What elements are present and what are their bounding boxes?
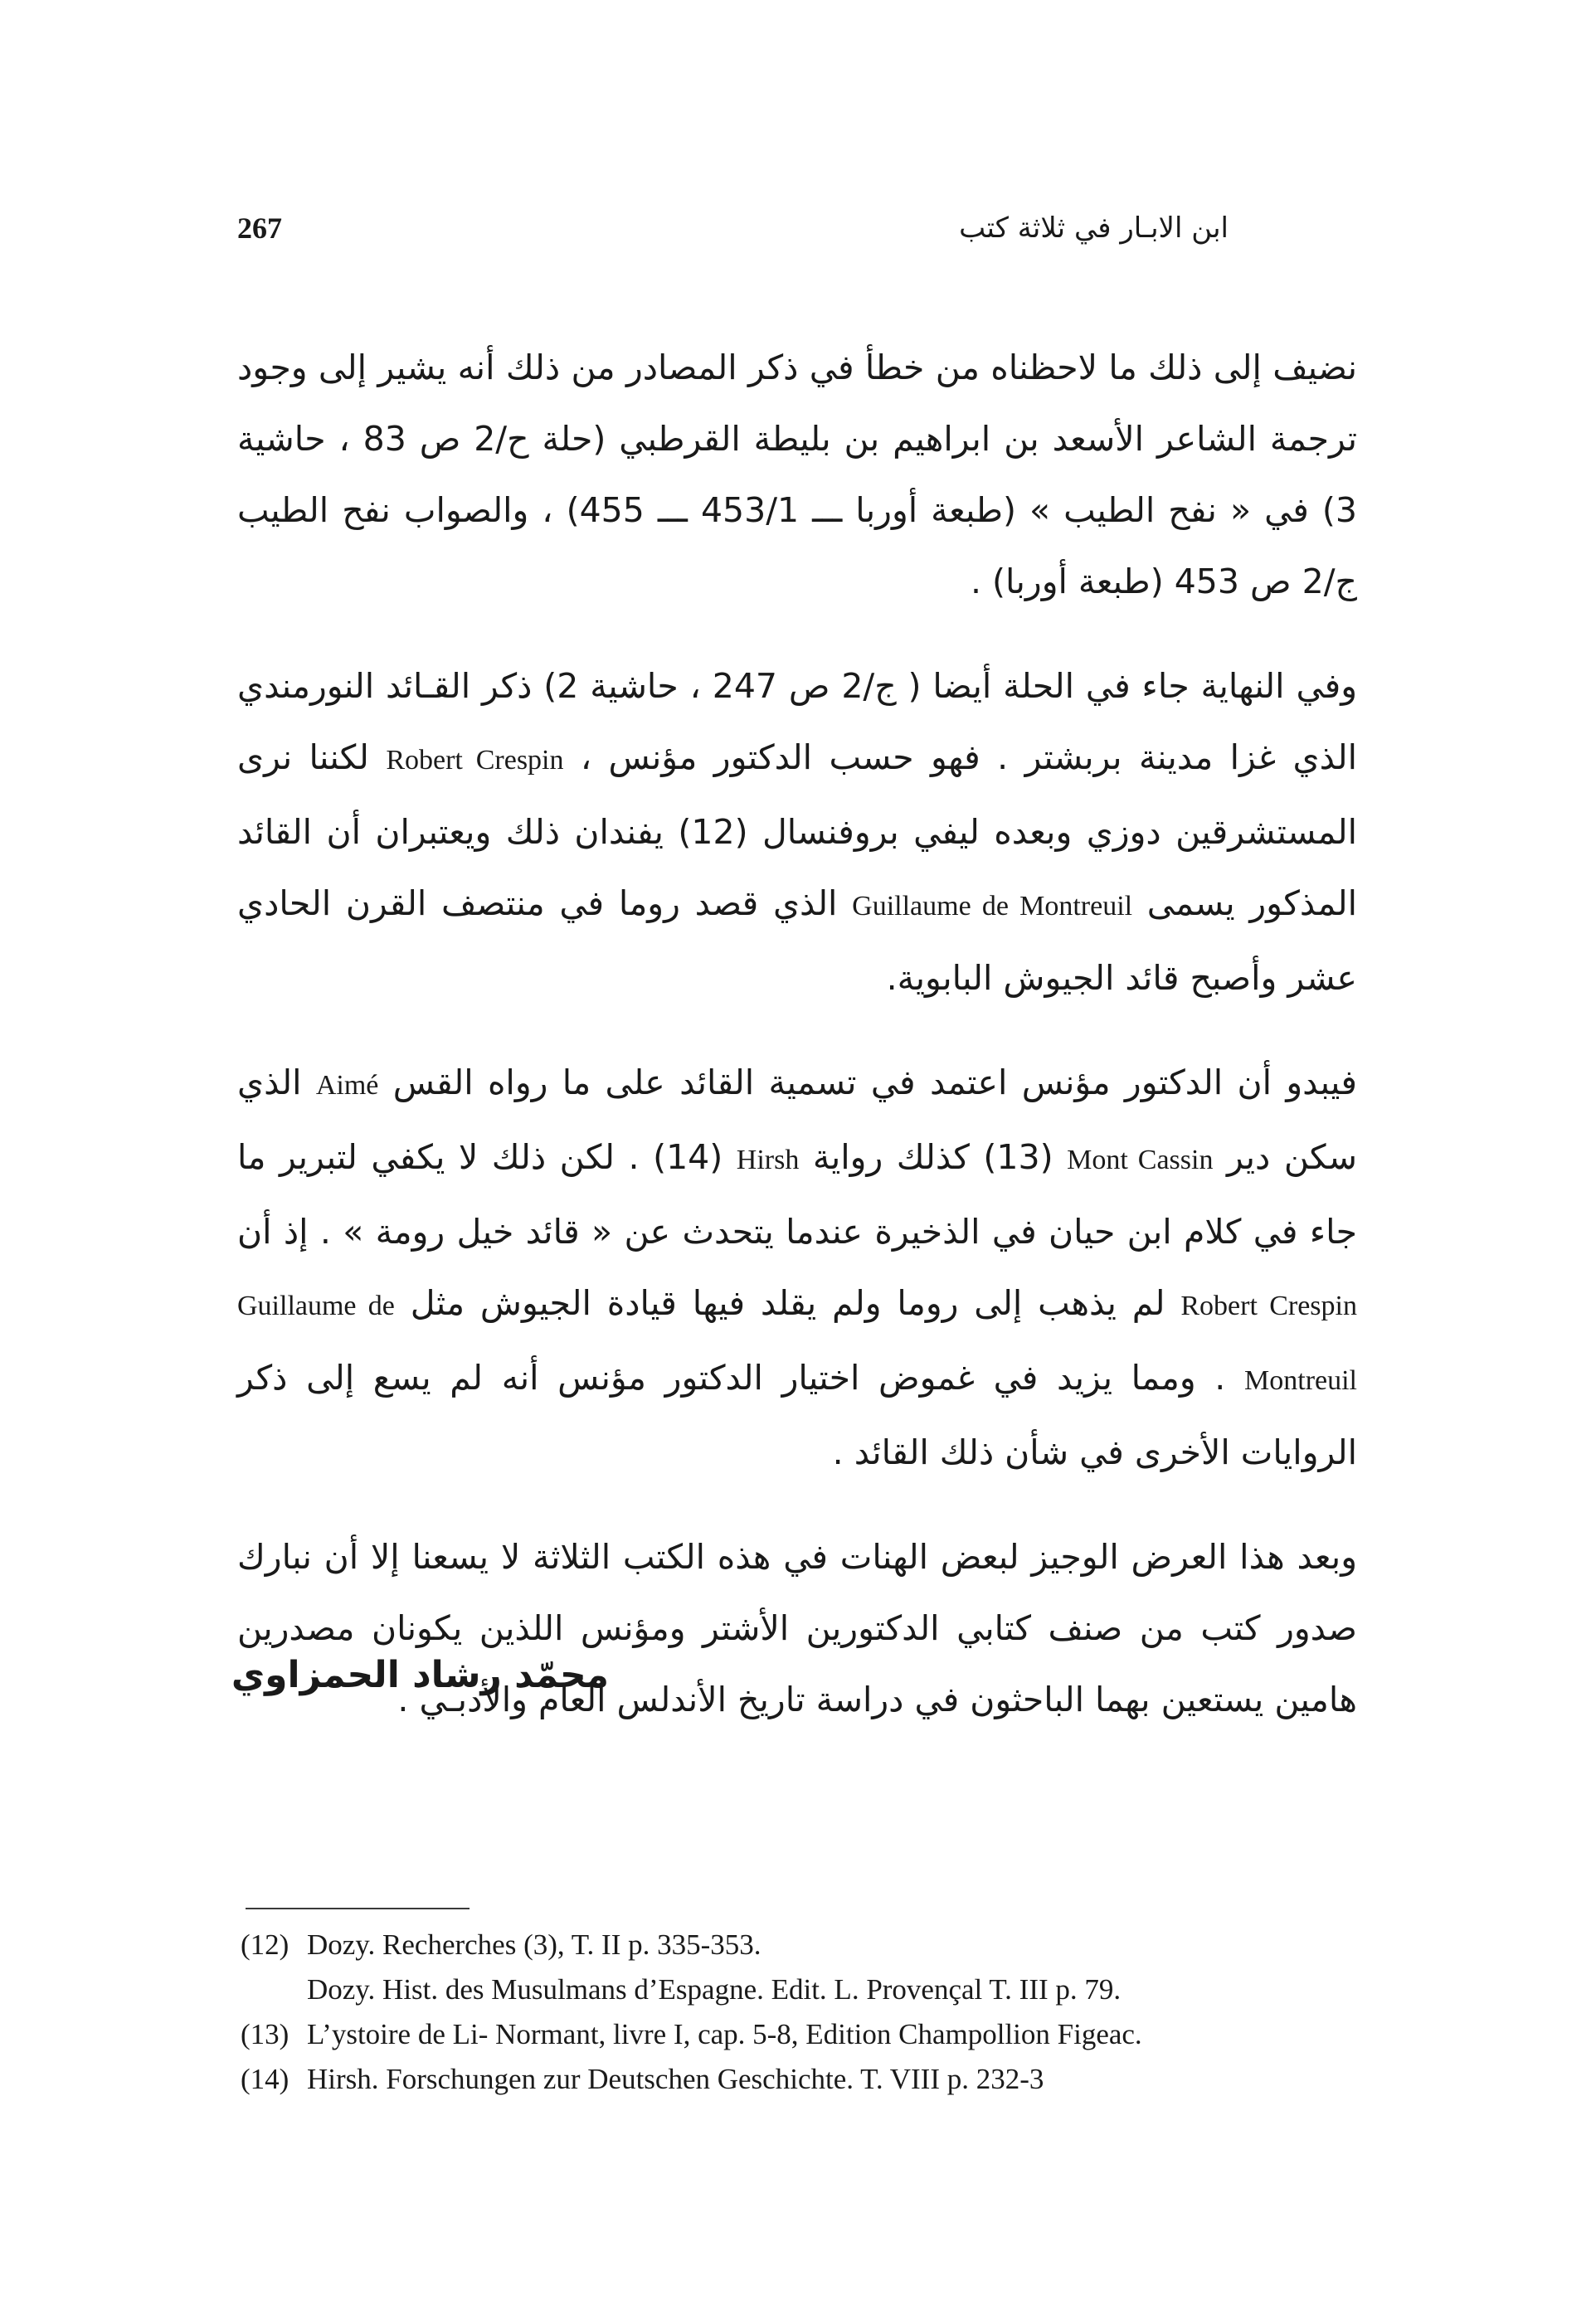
text-segment: (13) كذلك رواية bbox=[799, 1137, 1068, 1177]
running-head bbox=[237, 199, 1365, 257]
text-segment: وبعد هذا العرض الوجيز لبعض الهنات في هذه الكتب الثلاثة لا يسعنا إلا أن نبارك صدور كتب من صنف كتابي الدكتورين الأشتر ومؤنس اللذين يكونان مصدرين هامين يستعين بهما الباحثون في دراسة تاريخ الأندلس العام والأدبـي . bbox=[237, 1537, 1357, 1719]
footnote-text: Hirsh. Forschungen zur Deutschen Geschichte. T. VIII p. 232-3 bbox=[307, 2063, 1044, 2095]
footnote-divider bbox=[246, 1908, 470, 1909]
latin-name: Guillaume de Montreuil bbox=[237, 1291, 1357, 1396]
footnote-number: (14) bbox=[241, 2063, 290, 2095]
paragraph bbox=[237, 332, 1357, 617]
paragraph bbox=[237, 1047, 1357, 1488]
footnote-text: Dozy. Recherches (3), T. II p. 335-353. bbox=[307, 1928, 762, 1961]
footnote-13 bbox=[241, 2012, 1369, 2057]
running-title: ابن الابـار في ثلاثة كتب bbox=[959, 212, 1229, 245]
paragraph bbox=[237, 650, 1357, 1014]
latin-name: Hirsh bbox=[736, 1145, 800, 1175]
text-segment: الذي سكن دير bbox=[237, 1063, 1358, 1177]
text-segment: (14) . لكن ذلك لا يكفي لتبرير ما جاء في كلام ابن حيان في الذخيرة عندما يتحدث عن « قائد خيل رومة » . إذ أن bbox=[237, 1137, 1357, 1252]
footnote-12-continuation bbox=[241, 1967, 1369, 2012]
latin-name: Guillaume de Montreuil bbox=[852, 891, 1133, 922]
footnote-text: L’ystoire de Li- Normant, livre I, cap. 5-8, Edition Champollion Figeac. bbox=[307, 2018, 1142, 2050]
text-segment: لكننا نرى المستشرقين دوزي وبعده ليفي بروفنسال (12) يفندان ذلك ويعتبران أن القائد المذكور يسمى bbox=[237, 737, 1357, 923]
latin-name: Robert Crespin bbox=[386, 745, 564, 776]
latin-name: Mont Cassin bbox=[1067, 1145, 1214, 1175]
footnote-number: (13) bbox=[241, 2018, 290, 2050]
author-signature: محمّد رشاد الحمزاوي bbox=[231, 1654, 609, 1696]
body-text bbox=[237, 332, 1357, 1768]
text-segment: لم يذهب إلى روما ولم يقلد فيها قيادة الجيوش مثل bbox=[394, 1283, 1181, 1323]
page-number: 267 bbox=[237, 212, 282, 245]
text-segment: نضيف إلى ذلك ما لاحظناه من خطأ في ذكر المصادر من ذلك أنه يشير إلى وجود ترجمة الشاعر الأسعد بن ابراهيم بن بليطة القرطبي (حلة ح/2 ص 83 ، حاشية 3) في « نفح الطيب » (طبعة أوربا ـــ 453/1 ـــ 455) ، والصواب نفح الطيب ج/2 ص 453 (طبعة أوربا) . bbox=[237, 348, 1357, 601]
footnote-text: Dozy. Hist. des Musulmans d’Espagne. Edit. L. Provençal T. III p. 79. bbox=[307, 1973, 1122, 2006]
footnotes bbox=[241, 1923, 1369, 2102]
latin-name: Aimé bbox=[315, 1070, 379, 1101]
text-segment: الذي قصد روما في منتصف القرن الحادي عشر وأصبح قائد الجيوش البابوية. bbox=[237, 883, 1357, 998]
footnote-14 bbox=[241, 2057, 1369, 2102]
text-segment: وفي النهاية جاء في الحلة أيضا ( ج/2 ص 247 ، حاشية 2) ذكر القـائد النورمندي الذي غزا مدينة بربشتر . فهو حسب الدكتور مؤنس ، bbox=[237, 666, 1358, 777]
latin-name: Robert Crespin bbox=[1180, 1291, 1357, 1321]
footnote-number: (12) bbox=[241, 1928, 290, 1961]
footnote-12 bbox=[241, 1923, 1369, 1967]
text-segment: . ومما يزيد في غموض اختيار الدكتور مؤنس أنه لم يسع إلى ذكر الروايات الأخرى في شأن ذلك القائد . bbox=[237, 1358, 1357, 1472]
text-segment: فيبدو أن الدكتور مؤنس اعتمد في تسمية القائد على ما رواه القس bbox=[378, 1063, 1357, 1102]
